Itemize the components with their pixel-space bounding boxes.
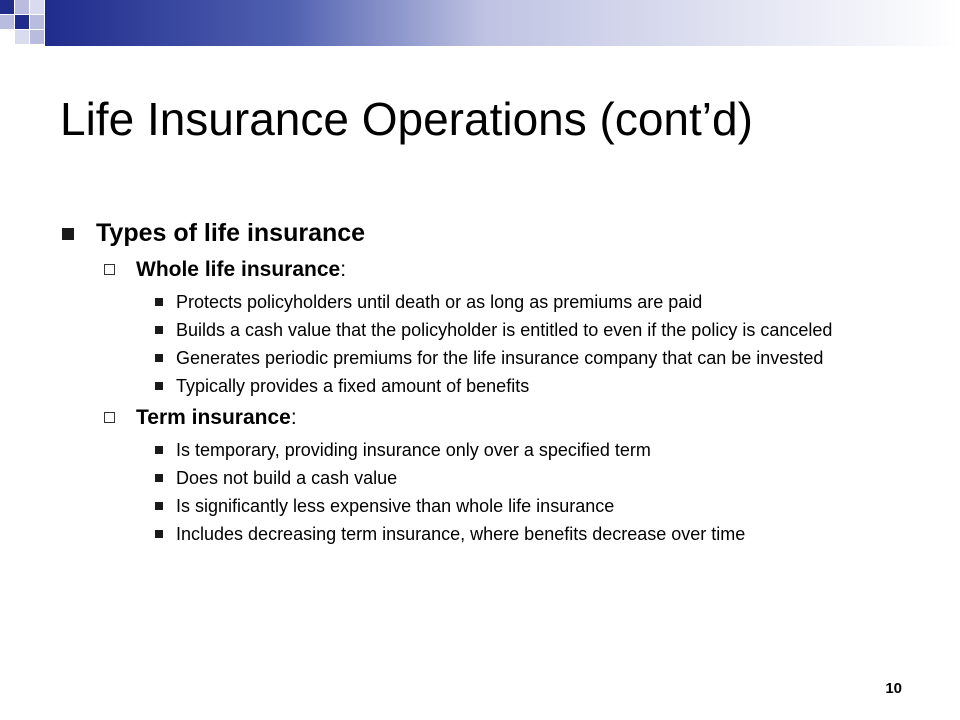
square-bullet-icon (155, 326, 163, 334)
list-item (62, 496, 922, 516)
section-label: Term insurance (136, 406, 291, 429)
section-item-term (62, 404, 922, 432)
list-item-text: Generates periodic premiums for the life insurance company that can be invested (176, 348, 824, 368)
header-bar (45, 0, 960, 46)
section-item-whole-life (62, 256, 922, 284)
list-item-text: Builds a cash value that the policyholder is entitled to even if the policy is canceled (176, 320, 833, 340)
square-bullet-icon (155, 354, 163, 362)
list-item-text: Protects policyholders until death or as long as premiums are paid (176, 292, 703, 312)
section-suffix: : (290, 406, 297, 429)
hollow-square-bullet-icon (104, 412, 115, 423)
list-item (62, 348, 922, 368)
page-number: 10 (885, 680, 902, 697)
square-bullet-icon (155, 446, 163, 454)
section-label: Whole life insurance (136, 258, 341, 281)
heading-text: Types of life insurance (96, 219, 366, 247)
hollow-square-bullet-icon (104, 264, 115, 275)
decor-square (30, 0, 44, 14)
decor-square (0, 15, 14, 29)
section-suffix: : (340, 258, 347, 281)
decor-square (15, 15, 29, 29)
list-item (62, 440, 922, 460)
decor-square (30, 30, 44, 44)
slide-title: Life Insurance Operations (cont’d) (60, 93, 753, 145)
square-bullet-icon (155, 382, 163, 390)
list-item-text: Is significantly less expensive than whole life insurance (176, 496, 615, 516)
decor-square (30, 15, 44, 29)
decor-square (15, 30, 29, 44)
slide-content (62, 216, 922, 552)
heading-item (62, 216, 922, 250)
list-item-text: Is temporary, providing insurance only over a specified term (176, 440, 651, 460)
list-item (62, 376, 922, 396)
list-item-text: Does not build a cash value (176, 468, 398, 488)
square-bullet-icon (155, 530, 163, 538)
square-bullet-icon (155, 502, 163, 510)
list-item (62, 292, 922, 312)
square-bullet-icon (155, 298, 163, 306)
square-bullet-icon (155, 474, 163, 482)
square-bullet-icon (62, 228, 74, 240)
list-item (62, 468, 922, 488)
list-item-text: Typically provides a fixed amount of benefits (176, 376, 530, 396)
decor-square (15, 0, 29, 14)
list-item (62, 320, 922, 340)
list-item (62, 524, 922, 544)
list-item-text: Includes decreasing term insurance, where benefits decrease over time (176, 524, 746, 544)
header-bar-fade (485, 0, 960, 46)
decor-square (0, 0, 14, 14)
header-bar-dark (45, 0, 485, 46)
